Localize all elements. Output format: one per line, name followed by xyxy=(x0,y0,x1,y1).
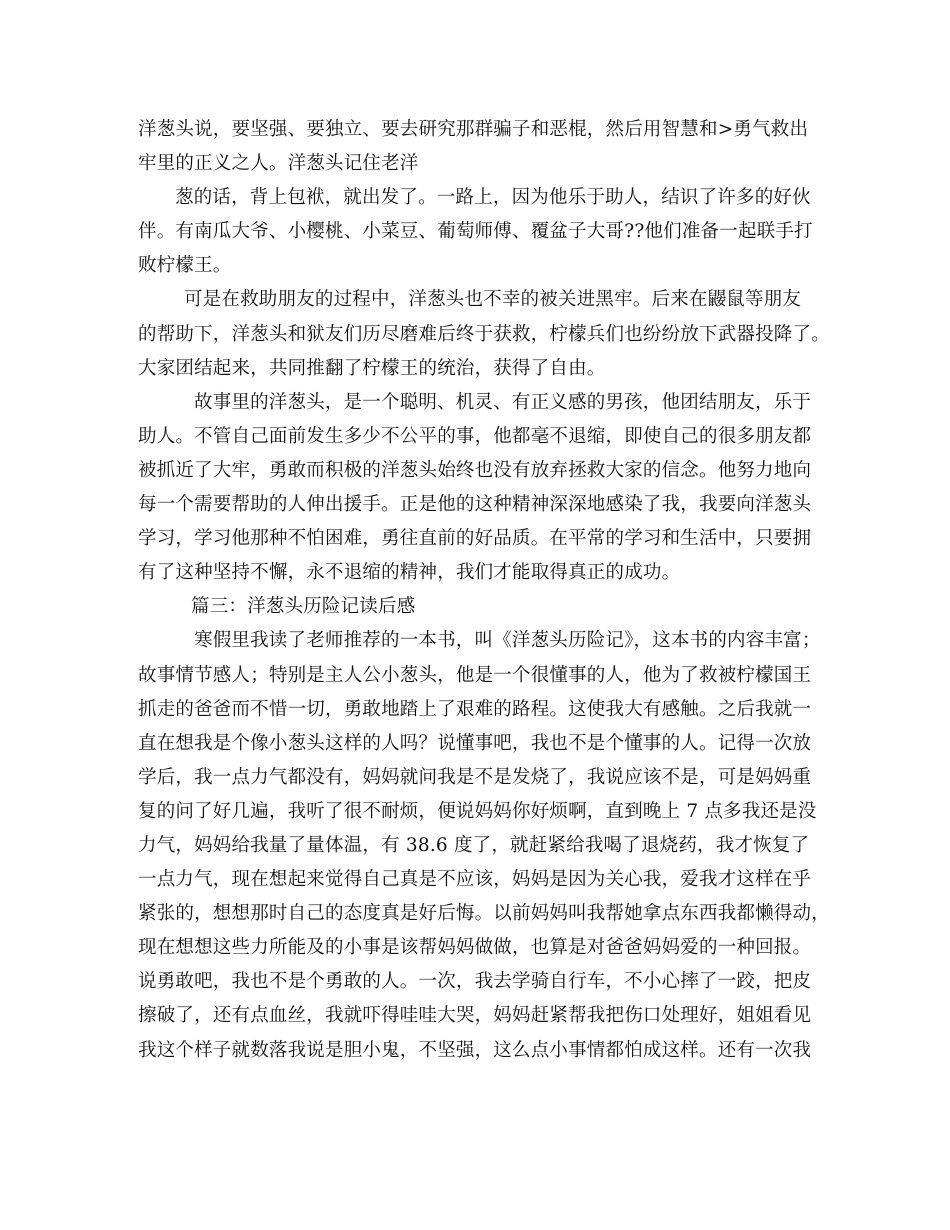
text-line: 我这个样子就数落我说是胆小鬼，不坚强，这么点小事情都怕成这样。还有一次我 xyxy=(138,1039,812,1061)
text-line: 学习，学习他那种不怕困难，勇往直前的好品质。在平常的学习和生活中，只要拥 xyxy=(138,528,812,550)
text-line: 有了这种坚持不懈，永不退缩的精神，我们才能取得真正的成功。 xyxy=(138,562,681,584)
text-line: 大家团结起来，共同推翻了柠檬王的统治，获得了自由。 xyxy=(138,357,606,379)
text-line: 助人。不管自己面前发生多少不公平的事，他都毫不退缩，即使自己的很多朋友都 xyxy=(138,425,812,447)
text-line: 说勇敢吧，我也不是个勇敢的人。一次，我去学骑自行车，不小心摔了一跤，把皮 xyxy=(138,971,812,993)
text-line: 抓走的爸爸而不惜一切，勇敢地踏上了艰难的路程。这使我大有感触。之后我就一 xyxy=(138,698,812,720)
text-line: 一点力气，现在想起来觉得自己真是不应该，妈妈是因为关心我，爱我才这样在乎 xyxy=(138,869,812,891)
text-line: 每一个需要帮助的人伸出援手。正是他的这种精神深深地感染了我，我要向洋葱头 xyxy=(138,494,812,516)
text-line: 故事情节感人；特别是主人公小葱头，他是一个很懂事的人，他为了救被柠檬国王 xyxy=(138,664,812,686)
text-line: 复的问了好几遍，我听了很不耐烦，便说妈妈你好烦啊，直到晚上 7 点多我还是没 xyxy=(138,800,817,822)
text-line: 牢里的正义之人。洋葱头记住老洋 xyxy=(138,153,419,175)
text-line: 现在想想这些力所能及的小事是该帮妈妈做做，也算是对爸爸妈妈爱的一种回报。 xyxy=(138,937,812,959)
text-line: 伴。有南瓜大爷、小樱桃、小菜豆、葡萄师傅、覆盆子大哥??他们准备一起联手打 xyxy=(138,221,813,243)
text-line: 败柠檬王。 xyxy=(138,255,232,277)
paragraph-first-line: 葱的话，背上包袱，就出发了。一路上，因为他乐于助人，结识了许多的好伙 xyxy=(175,187,811,209)
text-line: 紧张的，想想那时自己的态度真是好后悔。以前妈妈叫我帮她拿点东西我都懒得动， xyxy=(138,903,830,925)
paragraph-first-line: 寒假里我读了老师推荐的一本书，叫《洋葱头历险记》，这本书的内容丰富； xyxy=(194,630,821,652)
text-line: 直在想我是个像小葱头这样的人吗？说懂事吧，我也不是个懂事的人。记得一次放 xyxy=(138,732,812,754)
paragraph-first-line: 可是在救助朋友的过程中，洋葱头也不幸的被关进黑牢。后来在鼹鼠等朋友 xyxy=(184,289,802,311)
section-heading: 篇三：洋葱头历险记读后感 xyxy=(191,596,416,618)
text-line: 学后，我一点力气都没有，妈妈就问我是不是发烧了，我说应该不是，可是妈妈重 xyxy=(138,766,812,788)
text-line: 擦破了，还有点血丝，我就吓得哇哇大哭，妈妈赶紧帮我把伤口处理好，姐姐看见 xyxy=(138,1005,812,1027)
text-line: 力气，妈妈给我量了量体温，有 38.6 度了，就赶紧给我喝了退烧药，我才恢复了 xyxy=(138,834,810,856)
paragraph-first-line: 故事里的洋葱头，是一个聪明、机灵、有正义感的男孩，他团结朋友，乐于 xyxy=(194,391,812,413)
text-line: 的帮助下，洋葱头和狱友们历尽磨难后终于获救，柠檬兵们也纷纷放下武器投降了。 xyxy=(138,323,830,345)
text-line: 洋葱头说，要坚强、要独立、要去研究那群骗子和恶棍，然后用智慧和>勇气救出 xyxy=(138,119,809,140)
text-line: 被抓近了大牢，勇敢而积极的洋葱头始终也没有放弃拯救大家的信念。他努力地向 xyxy=(138,459,812,481)
body-text xyxy=(138,113,828,1068)
